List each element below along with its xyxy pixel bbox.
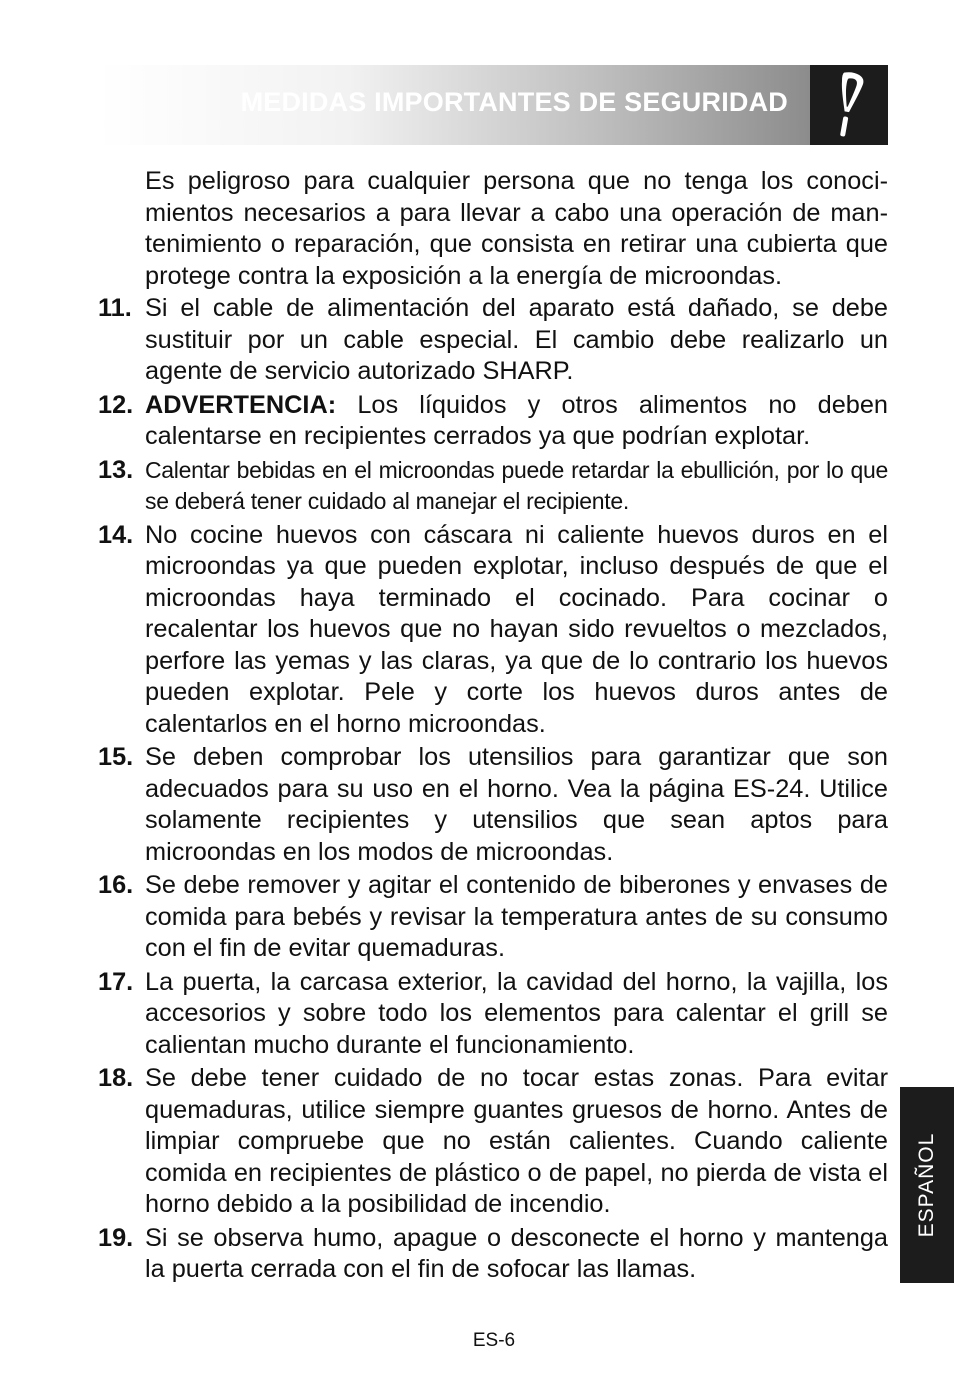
item-text: Se debe tener cuidado de no tocar estas zonas. Para evitar quemaduras, utilice siempre guantes gruesos de horno. Antes de limpiar compruebe que no están calientes. Cuando caliente comida en recipientes de plástico o de papel, no pierda de vista el horno debido a la posibilidad de incendio.	[145, 1064, 888, 1218]
page-title: MEDIDAS IMPORTANTES DE SEGURIDAD	[240, 87, 788, 117]
item-number: 16.	[98, 871, 134, 899]
list-item	[98, 520, 888, 741]
item-text: Se debe remover y agitar el contenido de biberones y envases de comida para bebés y revisar la temperatura antes de su consumo con el fin de evitar quemaduras.	[145, 871, 888, 962]
item-number: 15.	[98, 743, 134, 771]
list-item	[98, 967, 888, 1062]
exclamation-icon	[828, 69, 870, 141]
list-item	[98, 1223, 888, 1286]
item-number: 14.	[98, 520, 134, 549]
item-text: Se deben comprobar los utensilios para garantizar que son adecuados para su uso en el horno. Vea la página ES-24. Utilice solamente recipientes y utensilios que sean aptos para microondas en los modos de microondas.	[145, 743, 888, 866]
item-text: Si se observa humo, apague o desconecte el horno y mantenga la puerta cerrada con el fin de sofocar las llamas.	[145, 1223, 888, 1283]
item-text: No cocine huevos con cáscara ni caliente huevos duros en el microondas ya que pueden explotar, incluso después de que el microondas haya terminado el cocinado. Para cocinar o recalentar los huevos que no hayan sido revueltos o mezclados, perfore las yemas y las claras, ya que de lo contrario los huevos pueden explotar. Pele y corte los huevos duros antes de calentarlos en el horno microondas.	[145, 520, 888, 738]
item-text: Los líquidos y otros alimentos no deben calentarse en recipientes cerrados ya que podrían explotar.	[145, 390, 888, 450]
item-number: 17.	[98, 967, 134, 996]
page-number: ES-6	[472, 1330, 516, 1351]
item-text: Si el cable de alimentación del aparato está dañado, se debe sustituir por un cable especial. El cambio debe realizarlo un agente de servicio autorizado SHARP.	[145, 294, 888, 385]
intro-paragraph: Es peligroso para cualquier persona que no tenga los conocimientos necesarios a para llevar a cabo una operación de mantenimiento o reparación, que consista en retirar una cubierta que protege contra la exposición a la energía de microondas.	[145, 167, 888, 290]
item-number: 11.	[98, 294, 132, 322]
item-text: Calentar bebidas en el microondas puede retardar la ebullición, por lo que se deberá tener cuidado al manejar el recipiente.	[145, 456, 888, 514]
header-icon-box	[810, 65, 888, 145]
language-tab-label: ESPAÑOL	[915, 1132, 938, 1238]
list-item	[98, 293, 888, 388]
item-number: 18.	[98, 1064, 134, 1092]
item-number: 13.	[98, 455, 134, 484]
header-band	[98, 65, 810, 145]
item-number: 19.	[98, 1223, 134, 1252]
warning-label: ADVERTENCIA:	[145, 390, 337, 419]
item-text: La puerta, la carcasa exterior, la cavidad del horno, la vajilla, los accesorios y sobre todo los elementos para calentar el grill se calientan mucho durante el funcionamiento.	[145, 967, 888, 1059]
item-number: 12.	[98, 390, 134, 419]
language-tab	[900, 1087, 954, 1283]
list-item	[98, 742, 888, 868]
list-item	[98, 870, 888, 965]
list-item	[98, 1063, 888, 1221]
list-item	[98, 455, 888, 518]
list-item	[98, 390, 888, 453]
content	[98, 166, 888, 1288]
